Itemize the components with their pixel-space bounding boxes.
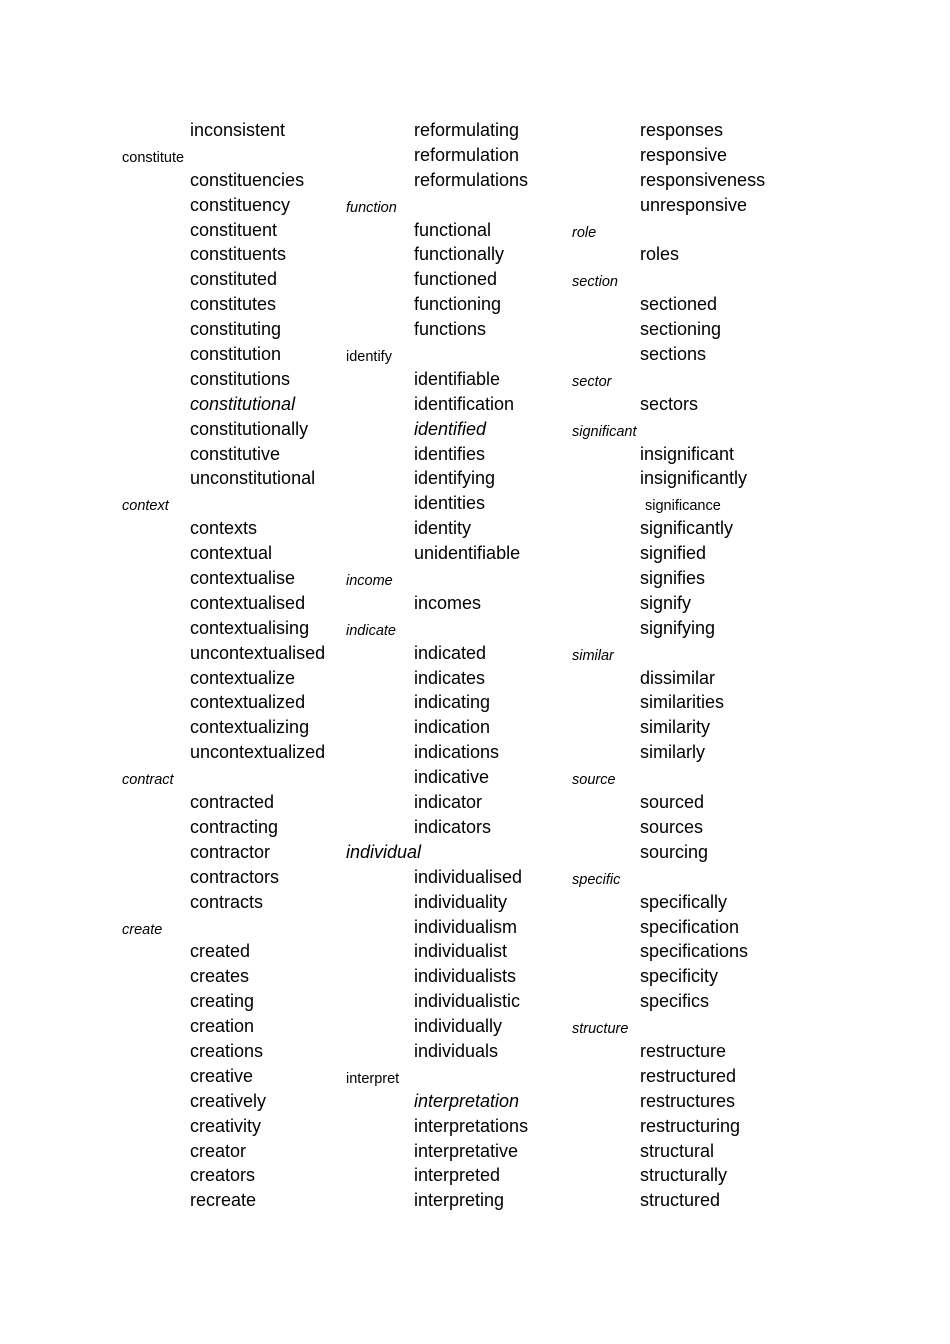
family-member-word: indicator bbox=[414, 792, 483, 813]
family-member-word: interpretative bbox=[414, 1140, 519, 1161]
headword: specific bbox=[572, 871, 621, 888]
family-member-word: identity bbox=[414, 518, 472, 539]
family-member-word: contextualising bbox=[190, 617, 310, 638]
family-member-word: functioned bbox=[414, 269, 498, 290]
family-member-word: specifics bbox=[640, 991, 710, 1012]
family-member-word: individualised bbox=[414, 866, 523, 887]
family-member-word: indication bbox=[414, 717, 491, 738]
family-member-word: sections bbox=[640, 344, 707, 365]
family-member-word: structurally bbox=[640, 1165, 728, 1186]
family-member-word: individuals bbox=[414, 1040, 499, 1061]
family-member-word: signifies bbox=[640, 568, 706, 589]
family-member-word: constituting bbox=[190, 319, 282, 340]
family-member-word: identification bbox=[414, 393, 515, 414]
family-member-word: roles bbox=[640, 244, 680, 265]
family-member-word: creation bbox=[190, 1016, 255, 1037]
family-member-word: contextualised bbox=[190, 592, 306, 613]
family-member-word: interpretations bbox=[414, 1115, 529, 1136]
family-member-word: reformulations bbox=[414, 169, 529, 190]
family-member-word: constitution bbox=[190, 344, 282, 365]
family-member-word: creates bbox=[190, 966, 250, 987]
family-member-word: interpreting bbox=[414, 1190, 505, 1211]
headword: interpret bbox=[346, 1070, 400, 1087]
family-member-word: sourcing bbox=[640, 841, 709, 862]
family-member-word: recreate bbox=[190, 1190, 257, 1211]
family-member-word: individualists bbox=[414, 966, 517, 987]
family-member-word: reformulating bbox=[414, 120, 520, 140]
family-member-word: contractor bbox=[190, 841, 271, 862]
family-member-word: sectioning bbox=[640, 319, 722, 340]
family-member-word: specificity bbox=[640, 966, 719, 987]
family-member-word: interpretation bbox=[414, 1090, 520, 1111]
family-member-word: structured bbox=[640, 1190, 721, 1211]
family-member-word: responsive bbox=[640, 144, 728, 165]
headword: identify bbox=[346, 349, 392, 366]
family-member-word: indicated bbox=[414, 642, 487, 663]
family-member-word: sourced bbox=[640, 792, 705, 813]
headword: sector bbox=[572, 373, 612, 390]
family-member-word: constitutes bbox=[190, 294, 277, 315]
family-member-word: sources bbox=[640, 816, 704, 837]
family-member-word: individualism bbox=[414, 916, 518, 937]
family-member-word: sectors bbox=[640, 393, 699, 414]
family-member-word: identified bbox=[414, 418, 487, 439]
headword: income bbox=[346, 573, 393, 590]
family-member-word: similarity bbox=[640, 717, 710, 738]
family-member-word: functionally bbox=[414, 244, 505, 265]
family-member-word: similarly bbox=[640, 742, 705, 763]
family-member-word: restructuring bbox=[640, 1115, 741, 1136]
family-member-word: individually bbox=[414, 1016, 503, 1037]
family-member-word: creativity bbox=[190, 1115, 262, 1136]
family-member-word: creators bbox=[190, 1165, 256, 1186]
family-member-word: incomes bbox=[414, 592, 482, 613]
family-member-word: indicates bbox=[414, 667, 486, 688]
family-member-word: structural bbox=[640, 1140, 715, 1161]
family-member-word: inconsistent bbox=[190, 120, 286, 140]
family-member-word: constitutional bbox=[190, 393, 296, 414]
headword: structure bbox=[572, 1021, 629, 1038]
family-member-word: contexts bbox=[190, 518, 258, 539]
family-member-word: significance bbox=[645, 498, 721, 515]
family-member-word: indicators bbox=[414, 816, 492, 837]
family-member-word: significantly bbox=[640, 518, 734, 539]
family-member-word: contracting bbox=[190, 816, 279, 837]
family-member-word: individualist bbox=[414, 941, 508, 962]
headword: create bbox=[122, 921, 163, 938]
headword: indicate bbox=[346, 622, 396, 639]
headword: function bbox=[346, 199, 397, 216]
family-member-word: insignificant bbox=[640, 443, 735, 464]
family-member-word: functional bbox=[414, 219, 492, 240]
family-member-word: similarities bbox=[640, 692, 725, 713]
family-member-word: unidentifiable bbox=[414, 543, 521, 564]
family-member-word: restructure bbox=[640, 1040, 727, 1061]
headword: constitute bbox=[122, 149, 185, 166]
family-member-word: constituency bbox=[190, 194, 291, 215]
family-member-word: unconstitutional bbox=[190, 468, 316, 489]
headword: source bbox=[572, 772, 616, 789]
headword: individual bbox=[346, 841, 422, 862]
family-member-word: interpreted bbox=[414, 1165, 501, 1186]
family-member-word: identifiable bbox=[414, 368, 501, 389]
family-member-word: constituted bbox=[190, 269, 278, 290]
family-member-word: insignificantly bbox=[640, 468, 748, 489]
family-member-word: functions bbox=[414, 319, 487, 340]
family-member-word: uncontextualised bbox=[190, 642, 326, 663]
family-member-word: creations bbox=[190, 1040, 264, 1061]
family-member-word: contextualise bbox=[190, 568, 296, 589]
family-member-word: indicating bbox=[414, 692, 491, 713]
family-member-word: contextualize bbox=[190, 667, 296, 688]
family-member-word: identities bbox=[414, 493, 486, 514]
family-member-word: reformulation bbox=[414, 144, 520, 165]
family-member-word: sectioned bbox=[640, 294, 718, 315]
family-member-word: signified bbox=[640, 543, 707, 564]
family-member-word: constituent bbox=[190, 219, 278, 240]
headword: role bbox=[572, 224, 597, 241]
family-member-word: contextual bbox=[190, 543, 273, 564]
family-member-word: individuality bbox=[414, 891, 508, 912]
family-member-word: contractors bbox=[190, 866, 280, 887]
headword: significant bbox=[572, 423, 637, 440]
family-member-word: constitutionally bbox=[190, 418, 309, 439]
family-member-word: signifying bbox=[640, 617, 716, 638]
family-member-word: specification bbox=[640, 916, 740, 937]
family-member-word: created bbox=[190, 941, 251, 962]
family-member-word: constituencies bbox=[190, 169, 305, 190]
family-member-word: responsiveness bbox=[640, 169, 766, 190]
headword: section bbox=[572, 274, 618, 291]
family-member-word: functioning bbox=[414, 294, 502, 315]
family-member-word: identifies bbox=[414, 443, 486, 464]
headword: context bbox=[122, 498, 169, 515]
family-member-word: contextualized bbox=[190, 692, 306, 713]
headword: contract bbox=[122, 772, 174, 789]
family-member-word: creating bbox=[190, 991, 255, 1012]
family-member-word: individualistic bbox=[414, 991, 521, 1012]
family-member-word: constitutions bbox=[190, 368, 291, 389]
family-member-word: responses bbox=[640, 120, 724, 140]
family-member-word: specifications bbox=[640, 941, 749, 962]
word-column-1 bbox=[122, 118, 347, 1213]
family-member-word: indications bbox=[414, 742, 500, 763]
family-member-word: specifically bbox=[640, 891, 728, 912]
family-member-word: signify bbox=[640, 592, 692, 613]
family-member-word: uncontextualized bbox=[190, 742, 326, 763]
family-member-word: contracts bbox=[190, 891, 264, 912]
family-member-word: dissimilar bbox=[640, 667, 716, 688]
family-member-word: creative bbox=[190, 1065, 254, 1086]
word-column-2 bbox=[346, 118, 572, 1213]
family-member-word: identifying bbox=[414, 468, 496, 489]
family-member-word: creator bbox=[190, 1140, 247, 1161]
family-member-word: constitutive bbox=[190, 443, 281, 464]
family-member-word: contextualizing bbox=[190, 717, 310, 738]
family-member-word: restructured bbox=[640, 1065, 737, 1086]
word-column-3 bbox=[572, 118, 822, 1213]
family-member-word: contracted bbox=[190, 792, 275, 813]
family-member-word: indicative bbox=[414, 767, 490, 788]
family-member-word: unresponsive bbox=[640, 194, 748, 215]
family-member-word: restructures bbox=[640, 1090, 736, 1111]
family-member-word: creatively bbox=[190, 1090, 267, 1111]
headword: similar bbox=[572, 647, 614, 664]
family-member-word: constituents bbox=[190, 244, 287, 265]
